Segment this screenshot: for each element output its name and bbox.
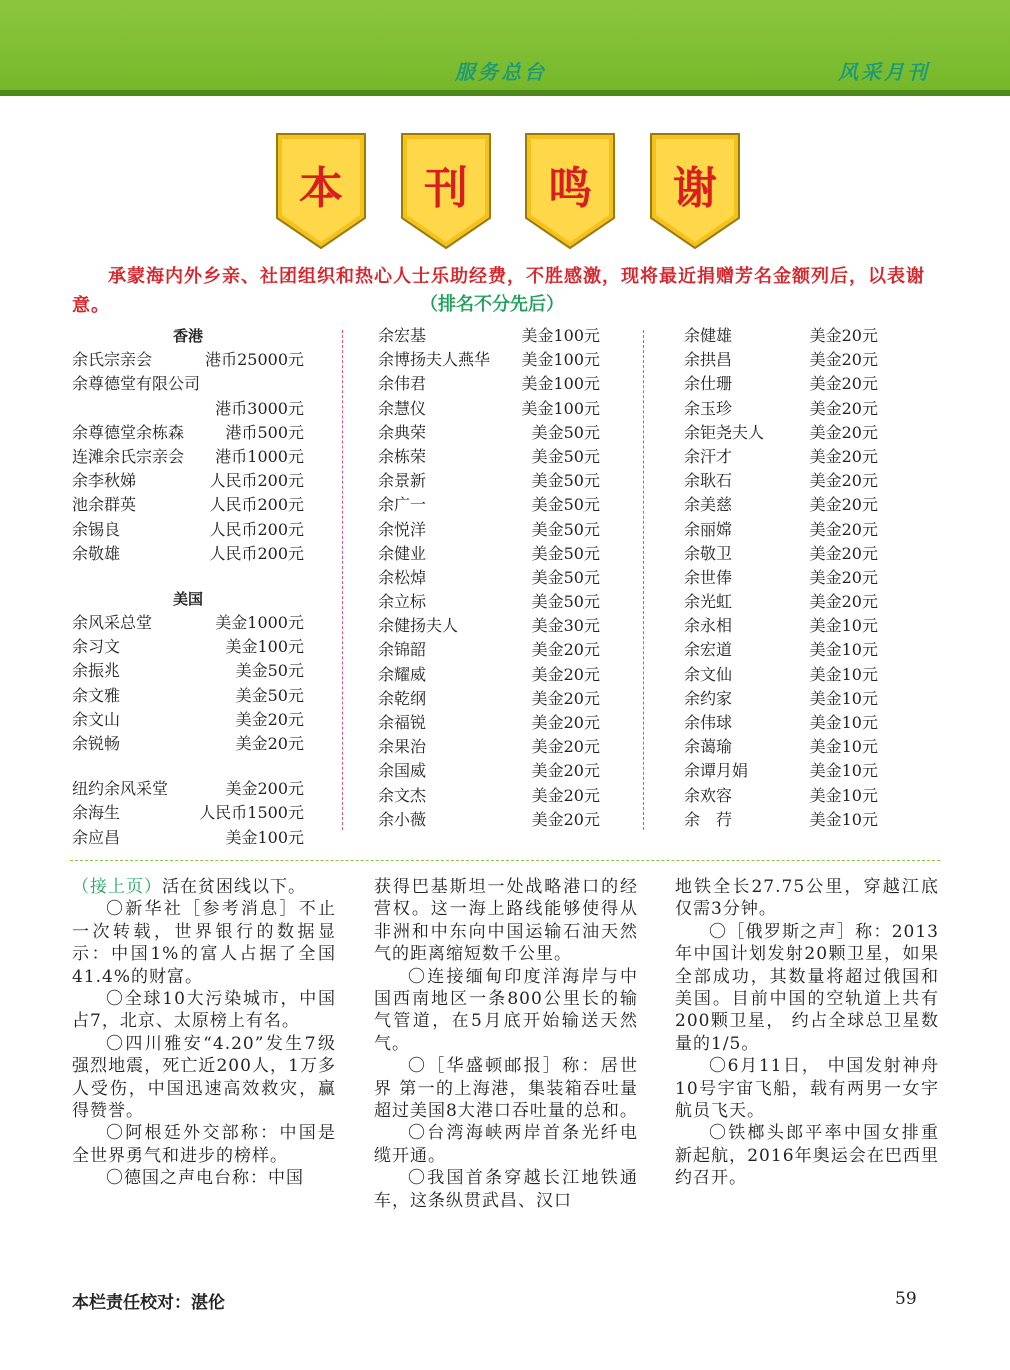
article-paragraph [72, 876, 336, 898]
donor-row [378, 348, 600, 372]
donor-name: 余国威 [378, 761, 427, 781]
donor-row [684, 590, 878, 614]
continued-marker: （接上页） [72, 877, 162, 897]
intro-text: 承蒙海内外乡亲、社团组织和热心人士乐助经费，不胜感激，现将最近捐赠芳名金额列后，以表谢意。 [72, 266, 925, 316]
donor-column-1 [72, 324, 304, 850]
donor-amount: 美金100元 [225, 637, 304, 657]
title-badge [398, 130, 494, 252]
donor-amount: 人民币200元 [209, 471, 304, 491]
donor-amount: 人民币200元 [209, 519, 304, 539]
donor-row [72, 826, 304, 850]
donor-amount: 美金20元 [531, 737, 600, 757]
donor-name: 余栋荣 [378, 446, 427, 466]
donor-amount: 美金20元 [809, 471, 878, 491]
donor-row [72, 635, 304, 659]
column-divider [342, 330, 343, 830]
donor-name: 余仕珊 [684, 374, 733, 394]
donor-amount: 美金50元 [531, 446, 600, 466]
title-char: 鸣 [548, 163, 592, 214]
section-title-usa: 美国 [172, 589, 203, 608]
donor-amount: 美金10元 [809, 713, 878, 732]
donor-name: 余健业 [378, 543, 427, 563]
donor-amount: 美金50元 [531, 495, 600, 515]
donor-row [72, 372, 304, 396]
donor-row [72, 445, 304, 469]
donor-amount: 美金20元 [531, 785, 600, 805]
article-paragraph: 〇新华社［参考消息］不止一次转载，世界银行的数据显示：中国1%的富人占据了全国41.4%的财富。 [72, 899, 336, 987]
donor-amount: 美金20元 [531, 640, 600, 660]
donor-name: 余锐畅 [72, 734, 121, 753]
title-badge [647, 130, 743, 252]
donor-row [684, 735, 878, 759]
donor-amount: 美金200元 [225, 779, 304, 799]
donor-amount: 美金20元 [235, 734, 304, 753]
donor-name: 余风采总堂 [72, 613, 153, 633]
donor-name: 余博扬夫人燕华 [378, 350, 491, 370]
article-paragraph: 〇铁榔头郎平率中国女排重新起航，2016年奥运会在巴西里约召开。 [675, 1123, 939, 1189]
article-column-3 [675, 876, 939, 1190]
article-column-2 [374, 876, 638, 1212]
donor-amount: 美金20元 [531, 664, 600, 684]
donor-name: 余典荣 [378, 422, 427, 442]
donor-row [378, 518, 600, 542]
donor-name: 余小薇 [378, 809, 427, 829]
donor-name: 余文仙 [684, 664, 733, 684]
donor-amount: 美金20元 [809, 326, 878, 345]
donor-name: 余健扬夫人 [378, 616, 459, 636]
donor-name: 余果治 [378, 737, 427, 757]
donor-amount: 美金50元 [235, 685, 304, 705]
article-paragraph: 地铁全长27.75公里，穿越江底仅需3分钟。 [675, 877, 939, 920]
donor-amount: 美金20元 [809, 422, 878, 442]
article-paragraph: 〇阿根廷外交部称：中国是全世界勇气和进步的榜样。 [72, 1123, 336, 1166]
donor-name: 余尊德堂有限公司 [72, 374, 201, 394]
header-section-name: 服务总台 [455, 60, 547, 84]
donor-amount: 人民币200元 [209, 495, 304, 515]
donor-row [684, 421, 878, 445]
donor-row [684, 348, 878, 372]
donor-name: 余海生 [72, 803, 121, 823]
donor-row [72, 348, 304, 372]
donor-row [72, 777, 304, 801]
donor-amount: 美金20元 [235, 709, 304, 729]
donor-row [684, 397, 878, 421]
donor-column-2 [378, 324, 600, 832]
donor-row [378, 735, 600, 759]
donor-name: 余景新 [378, 471, 427, 491]
donor-amount: 美金20元 [809, 446, 878, 466]
donor-name: 连滩余氏宗亲会 [72, 446, 185, 466]
donor-row [72, 659, 304, 683]
donor-amount: 美金100元 [521, 350, 600, 370]
donor-column-3 [684, 324, 878, 832]
donor-name: 余丽嫦 [684, 519, 733, 539]
column-divider [643, 330, 644, 830]
donor-row [378, 542, 600, 566]
donor-amount: 美金10元 [809, 785, 878, 805]
donor-name: 余锡良 [72, 519, 121, 539]
donor-row [378, 445, 600, 469]
donor-amount: 美金10元 [809, 688, 878, 708]
donor-row [378, 711, 600, 735]
donor-amount: 美金20元 [809, 519, 878, 539]
donor-amount: 美金10元 [809, 616, 878, 636]
donor-name: 余约家 [684, 688, 733, 708]
donor-row [378, 614, 600, 638]
title-char: 谢 [673, 163, 717, 214]
header-magazine-name: 风采月刊 [838, 60, 930, 84]
donor-row [378, 663, 600, 687]
donor-row [378, 808, 600, 832]
donor-name: 余健雄 [684, 326, 733, 345]
donor-row [72, 732, 304, 756]
donor-row [378, 372, 600, 396]
donor-amount: 美金20元 [531, 761, 600, 781]
donor-name: 余锦韶 [378, 640, 427, 660]
donor-name: 余耿石 [684, 471, 733, 491]
donor-row [378, 324, 600, 348]
donor-row [72, 684, 304, 708]
donor-row [684, 687, 878, 711]
article-paragraph: 〇连接缅甸印度洋海岸与中国西南地区一条800公里长的输气管道，在5月底开始输送天然气。 [374, 966, 638, 1054]
donor-row [378, 687, 600, 711]
donor-row [378, 784, 600, 808]
section-divider [70, 860, 940, 861]
donor-amount: 人民币1500元 [199, 803, 304, 823]
donor-amount: 美金50元 [531, 567, 600, 587]
title-badge [273, 130, 369, 252]
donor-name: 余谭月娟 [684, 761, 749, 781]
donor-name: 余敬卫 [684, 543, 733, 563]
donor-row [378, 469, 600, 493]
donor-name: 余慧仪 [378, 398, 427, 418]
donor-amount: 美金20元 [809, 374, 878, 394]
donor-amount: 美金10元 [809, 664, 878, 684]
donor-name: 余伟君 [378, 374, 427, 394]
donor-amount: 美金50元 [531, 422, 600, 442]
donor-row [72, 518, 304, 542]
donor-name: 余 荇 [684, 809, 733, 829]
donor-row [72, 397, 304, 421]
donor-name: 余玉珍 [684, 398, 733, 418]
donor-row [684, 542, 878, 566]
donor-name: 余耀威 [378, 664, 427, 684]
donor-amount: 港币25000元 [205, 350, 304, 370]
article-paragraph: 〇全球10大污染城市，中国占7，北京、太原榜上有名。 [72, 989, 336, 1032]
donor-row [378, 421, 600, 445]
donor-row [684, 469, 878, 493]
section-title-hongkong: 香港 [172, 327, 203, 345]
donor-row [72, 493, 304, 517]
donor-amount: 美金20元 [809, 495, 878, 515]
donor-name: 纽约余风采堂 [72, 779, 169, 799]
donor-row [72, 611, 304, 635]
donor-name: 余松焯 [378, 567, 427, 587]
donor-amount: 美金10元 [809, 809, 878, 829]
donor-amount: 美金20元 [809, 398, 878, 418]
donor-amount: 美金50元 [531, 592, 600, 612]
donor-row [378, 397, 600, 421]
donor-amount: 美金20元 [809, 567, 878, 587]
donor-row [378, 590, 600, 614]
donor-row [72, 542, 304, 566]
article-paragraph: 〇［俄罗斯之声］称：2013年中国计划发射20颗卫星，如果全部成功，其数量将超过俄国和美国。目前中国的空轨道上共有200颗卫星， 约占全球总卫星数量的1/5。 [675, 921, 939, 1054]
order-note: （排名不分先后） [420, 294, 564, 315]
title-char: 本 [299, 163, 343, 214]
donor-name: 余文杰 [378, 785, 427, 805]
donor-row [684, 663, 878, 687]
article-paragraph: 〇台湾海峡两岸首条光纤电缆开通。 [374, 1123, 638, 1166]
donor-name: 余拱昌 [684, 350, 733, 370]
article-text: 活在贫困线以下。 [162, 877, 306, 897]
donor-row [684, 493, 878, 517]
donor-name: 余氏宗亲会 [72, 350, 153, 370]
donor-name: 余尊德堂余栋森 [72, 422, 185, 442]
donor-amount: 美金20元 [809, 592, 878, 612]
donor-row [684, 808, 878, 832]
donor-amount: 美金20元 [531, 809, 600, 829]
donor-name: 余立标 [378, 592, 427, 612]
article-paragraph: 〇我国首条穿越长江地铁通车，这条纵贯武昌、汉口 [374, 1168, 638, 1211]
donor-row [684, 638, 878, 662]
article-paragraph: 〇6月11日， 中国发射神舟10号宇宙飞船，载有两男一女宇航员飞天。 [675, 1056, 939, 1122]
donor-row [378, 759, 600, 783]
donor-row [72, 469, 304, 493]
spacer [72, 756, 304, 777]
donor-row [684, 566, 878, 590]
spacer [72, 566, 304, 587]
donor-name: 余广一 [378, 495, 427, 515]
donor-amount: 美金10元 [809, 737, 878, 757]
donor-amount: 港币3000元 [215, 398, 304, 418]
donor-amount: 美金30元 [531, 616, 600, 636]
donor-name: 余敬雄 [72, 543, 121, 563]
donor-row [684, 614, 878, 638]
article-paragraph: 〇四川雅安“4.20”发生7级强烈地震，死亡近200人，1万多人受伤，中国迅速高效救灾，赢得赞誉。 [72, 1033, 336, 1122]
donor-amount: 美金50元 [235, 661, 304, 681]
donor-name: 余宏道 [684, 640, 733, 660]
donor-row [684, 445, 878, 469]
donor-name: 余宏基 [378, 326, 427, 345]
donor-amount: 美金10元 [809, 640, 878, 660]
donor-name: 余福锐 [378, 713, 427, 732]
donor-row [684, 711, 878, 735]
donor-amount: 港币1000元 [215, 446, 304, 466]
donor-name: 余应昌 [72, 827, 121, 847]
article-paragraph: 〇德国之声电台称：中国 [106, 1168, 304, 1189]
donor-name: 余乾纲 [378, 688, 427, 708]
article-column-1 [72, 876, 336, 1190]
donor-amount: 美金100元 [521, 398, 600, 418]
donor-name: 余美慈 [684, 495, 733, 515]
donor-name: 余汗才 [684, 446, 733, 466]
donor-name: 余文雅 [72, 685, 121, 705]
donor-name: 余钜尧夫人 [684, 422, 765, 442]
donor-name: 余光虹 [684, 592, 733, 612]
donor-amount: 美金100元 [521, 374, 600, 394]
donor-amount: 港币500元 [225, 422, 304, 442]
donor-amount: 美金50元 [531, 471, 600, 491]
donor-amount: 人民币200元 [209, 543, 304, 563]
title-char: 刊 [424, 163, 468, 214]
donor-row [72, 708, 304, 732]
donor-amount: 美金20元 [809, 543, 878, 563]
donor-name: 余李秋娣 [72, 471, 137, 491]
donor-name: 余蔼瑜 [684, 737, 733, 757]
donor-amount: 美金50元 [531, 519, 600, 539]
donor-name: 余习文 [72, 637, 121, 657]
donor-amount: 美金20元 [809, 350, 878, 370]
donor-name: 余欢容 [684, 785, 733, 805]
article-paragraph: 〇［华盛顿邮报］称：居世界 第一的上海港，集装箱吞吐量超过美国8大港口吞吐量的总和。 [374, 1056, 638, 1122]
donor-name: 余世俸 [684, 567, 733, 587]
donor-name: 余振兆 [72, 661, 121, 681]
donor-name: 余伟球 [684, 713, 733, 732]
donor-row [684, 324, 878, 348]
donor-row [378, 566, 600, 590]
donor-row [684, 372, 878, 396]
donor-amount: 美金1000元 [215, 613, 304, 633]
donor-amount: 美金10元 [809, 761, 878, 781]
donor-amount: 美金100元 [225, 827, 304, 847]
title-badge [522, 130, 618, 252]
proofreader-credit: 本栏责任校对：湛伦 [72, 1293, 225, 1313]
donor-name: 余永相 [684, 616, 733, 636]
donor-row [684, 784, 878, 808]
donor-amount: 美金100元 [521, 326, 600, 345]
donor-row [378, 638, 600, 662]
donor-name: 余文山 [72, 709, 121, 729]
donor-amount: 美金20元 [531, 713, 600, 732]
page-number: 59 [895, 1289, 917, 1309]
donor-row [72, 801, 304, 825]
donor-name: 池余群英 [72, 495, 137, 515]
donor-row [72, 421, 304, 445]
article-paragraph: 获得巴基斯坦一处战略港口的经营权。这一海上路线能够使得从非洲和中东向中国运输石油天然气的距离缩短数千公里。 [374, 877, 638, 965]
donor-row [378, 493, 600, 517]
donor-name: 余悦洋 [378, 519, 427, 539]
donor-row [684, 759, 878, 783]
donor-amount: 美金20元 [531, 688, 600, 708]
donor-row [684, 518, 878, 542]
donor-amount: 美金50元 [531, 543, 600, 563]
